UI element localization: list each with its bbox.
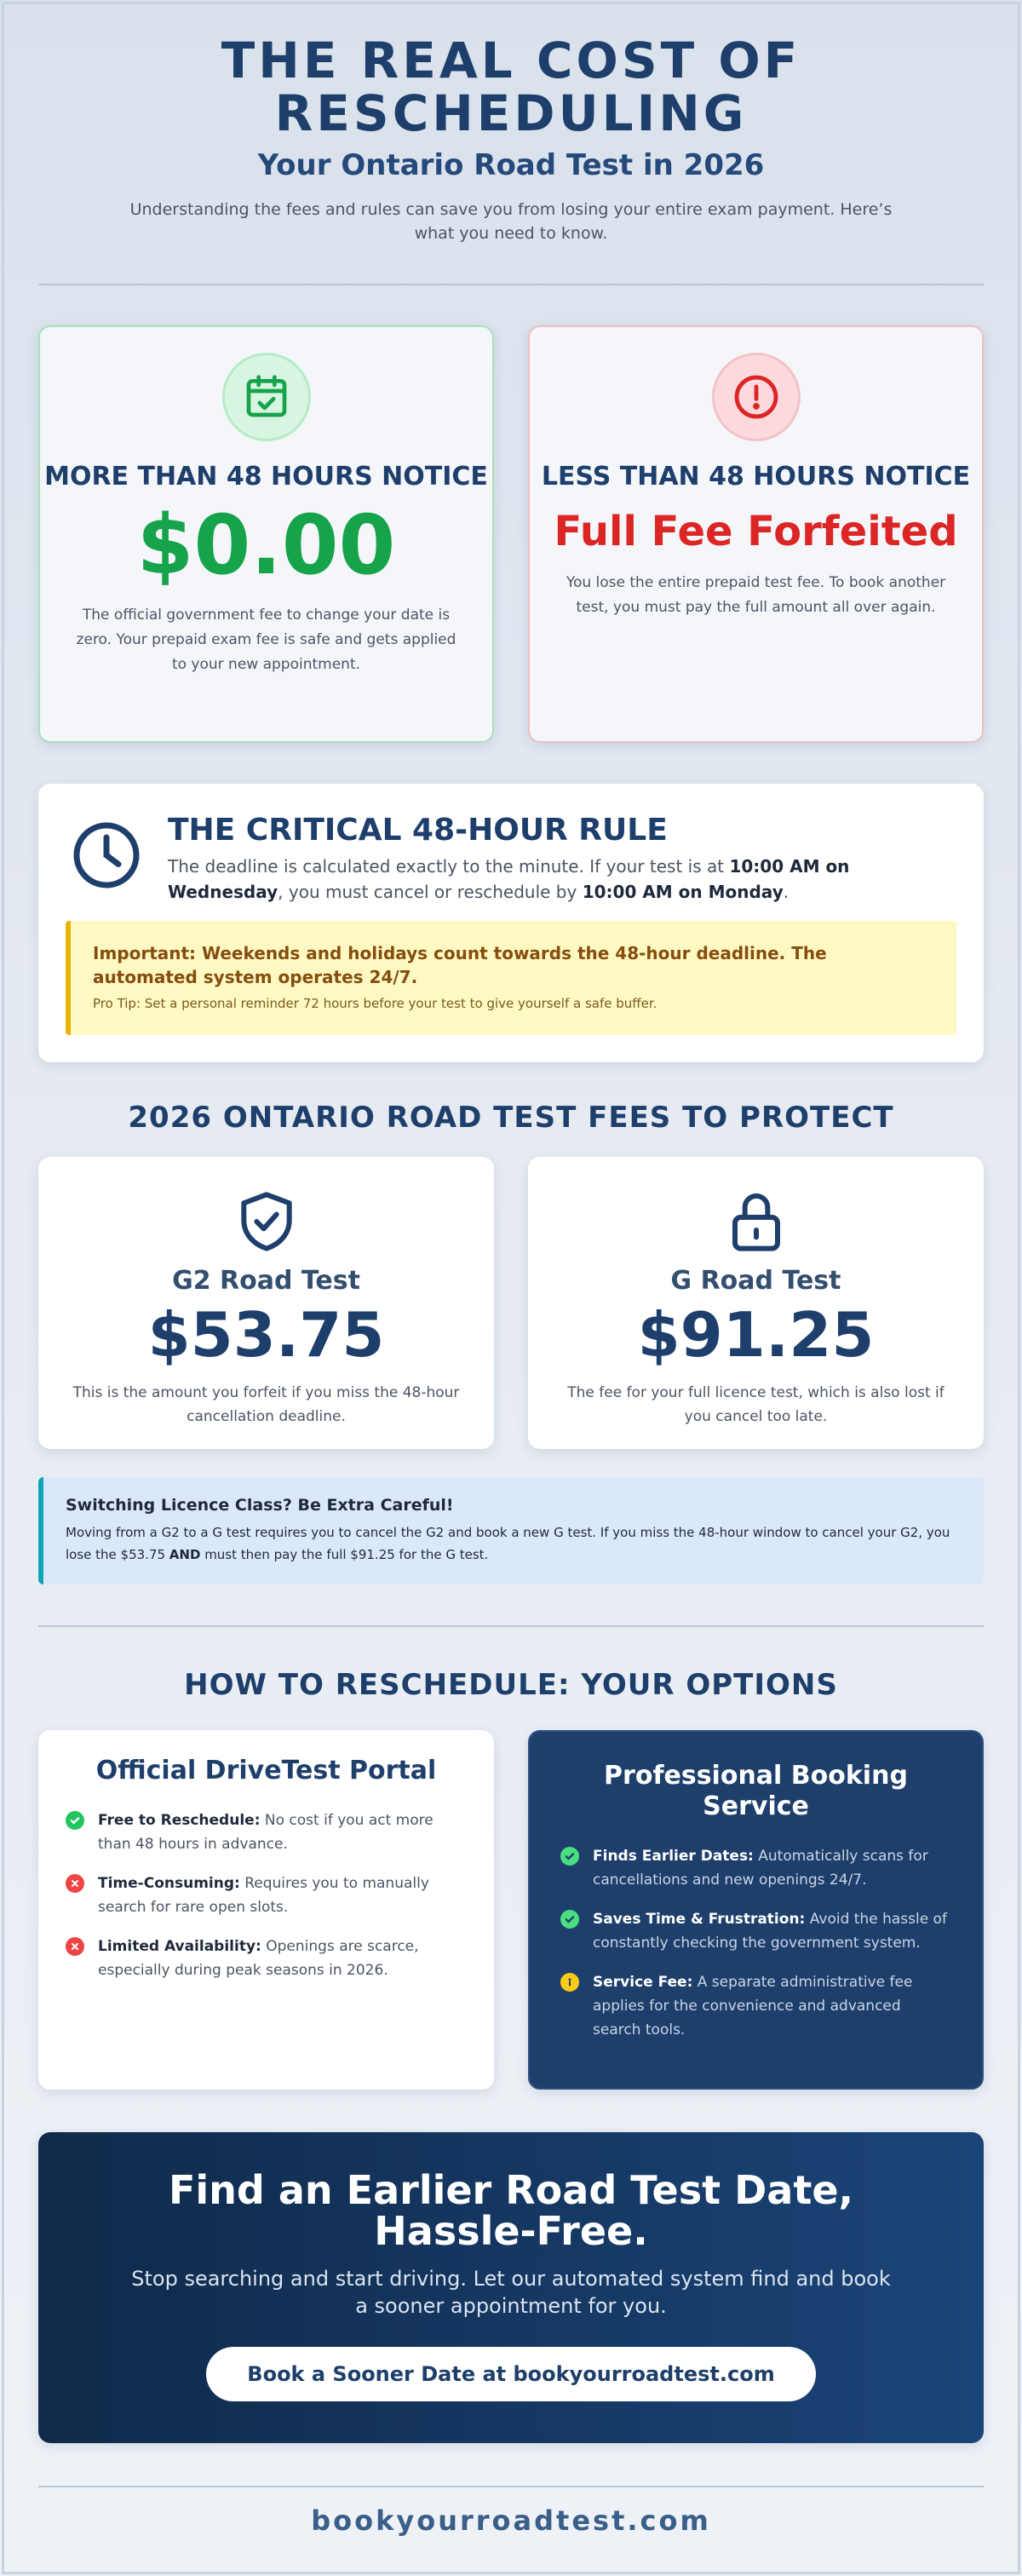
fee-name: G Road Test — [670, 1266, 841, 1296]
rule-body: The deadline is calculated exactly to the minute. If your test is at 10:00 AM on Wednesday, you must cancel or reschedule by 10:00 AM on Monday. — [168, 856, 850, 902]
list-item: Saves Time & Frustration: Avoid the hassle of constantly checking the government system. — [560, 1907, 952, 1955]
fees-section-title: 2026 ONTARIO ROAD TEST FEES TO PROTECT — [128, 1101, 894, 1135]
callout-text: Moving from a G2 to a G test requires you to cancel the G2 and book a new G test. If you miss the 48-hour window to cancel your G2, you lose the $53.75 AND must then pay the full $91.25 for the G test. — [66, 1525, 950, 1562]
list-item: Limited Availability: Openings are scarce, especially during peak seasons in 2026. — [66, 1935, 457, 1982]
clock-icon — [71, 819, 142, 891]
calendar-check-icon — [222, 353, 311, 441]
warning-text: Important: Weekends and holidays count towards the 48-hour deadline. The automated system operates 24/7. — [93, 943, 827, 987]
notice-title: LESS THAN 48 HOURS NOTICE — [541, 462, 971, 492]
alert-circle-icon — [712, 353, 801, 441]
fee-text: The fee for your full licence test, which is also lost if you cancel too late. — [567, 1384, 944, 1425]
notice-card-less-than-48h — [528, 325, 984, 743]
notice-amount: Full Fee Forfeited — [554, 508, 958, 555]
page-intro: Understanding the fees and rules can save you from losing your entire exam payment. Here’s what you need to know. — [129, 200, 893, 243]
warning-box — [66, 921, 956, 1035]
page-subtitle: Your Ontario Road Test in 2026 — [257, 148, 765, 182]
fee-price: $53.75 — [147, 1299, 385, 1371]
notice-text: The official government fee to change your date is zero. Your prepaid exam fee is safe and gets applied to your new appointment. — [76, 607, 456, 673]
option-title: Professional Booking Service — [604, 1761, 908, 1821]
x-circle-icon — [66, 1874, 84, 1893]
fee-card-g2 — [38, 1157, 494, 1449]
header — [38, 34, 984, 245]
list-item: Service Fee: A separate administrative fee applies for the convenience and advanced search tools. — [560, 1970, 952, 2042]
critical-rule-card — [38, 784, 984, 1062]
page-title: THE REAL COST OF RESCHEDULING — [221, 32, 801, 142]
option-list — [66, 1808, 457, 1982]
option-title: Official DriveTest Portal — [95, 1756, 437, 1785]
option-card-drivetest-portal — [38, 1730, 494, 2090]
notice-text: You lose the entire prepaid test fee. To book another test, you must pay the full amount all over again. — [566, 574, 946, 616]
option-card-professional-service — [528, 1730, 984, 2090]
footer-site-url[interactable]: bookyourroadtest.com — [311, 2504, 711, 2537]
x-circle-icon — [66, 1937, 84, 1956]
divider — [38, 284, 984, 285]
check-circle-icon — [560, 1910, 579, 1929]
check-circle-icon — [560, 1847, 579, 1866]
notice-amount: $0.00 — [136, 497, 396, 593]
divider — [38, 2486, 984, 2487]
options-section-title: HOW TO RESCHEDULE: YOUR OPTIONS — [184, 1668, 838, 1702]
rule-title: THE CRITICAL 48-HOUR RULE — [168, 813, 668, 848]
shield-check-icon — [233, 1187, 301, 1256]
check-circle-icon — [66, 1811, 84, 1830]
cta-title: Find an Earlier Road Test Date, Hassle-Free. — [168, 2167, 853, 2254]
fee-text: This is the amount you forfeit if you miss the 48-hour cancellation deadline. — [72, 1384, 460, 1425]
info-circle-icon — [560, 1973, 579, 1992]
notice-title: MORE THAN 48 HOURS NOTICE — [44, 462, 488, 492]
fee-price: $91.25 — [637, 1299, 875, 1371]
pro-tip: Pro Tip: Set a personal reminder 72 hours before your test to give yourself a safe buffer. — [93, 996, 657, 1011]
divider — [38, 1625, 984, 1627]
cta-banner — [38, 2132, 984, 2443]
notice-card-more-than-48h — [38, 325, 494, 743]
fee-card-g — [528, 1157, 984, 1449]
list-item: Free to Reschedule: No cost if you act more than 48 hours in advance. — [66, 1808, 457, 1856]
fee-name: G2 Road Test — [172, 1266, 360, 1296]
callout-title: Switching Licence Class? Be Extra Careful! — [66, 1496, 454, 1515]
option-list — [560, 1844, 952, 2042]
list-item: Time-Consuming: Requires you to manually search for rare open slots. — [66, 1872, 457, 1919]
switching-class-callout — [38, 1477, 984, 1584]
lock-icon — [722, 1187, 790, 1256]
cta-text: Stop searching and start driving. Let our automated system find and book a sooner appointment for you. — [131, 2267, 891, 2318]
book-sooner-button[interactable]: Book a Sooner Date at bookyourroadtest.com — [206, 2347, 816, 2401]
list-item: Finds Earlier Dates: Automatically scans for cancellations and new openings 24/7. — [560, 1844, 952, 1892]
